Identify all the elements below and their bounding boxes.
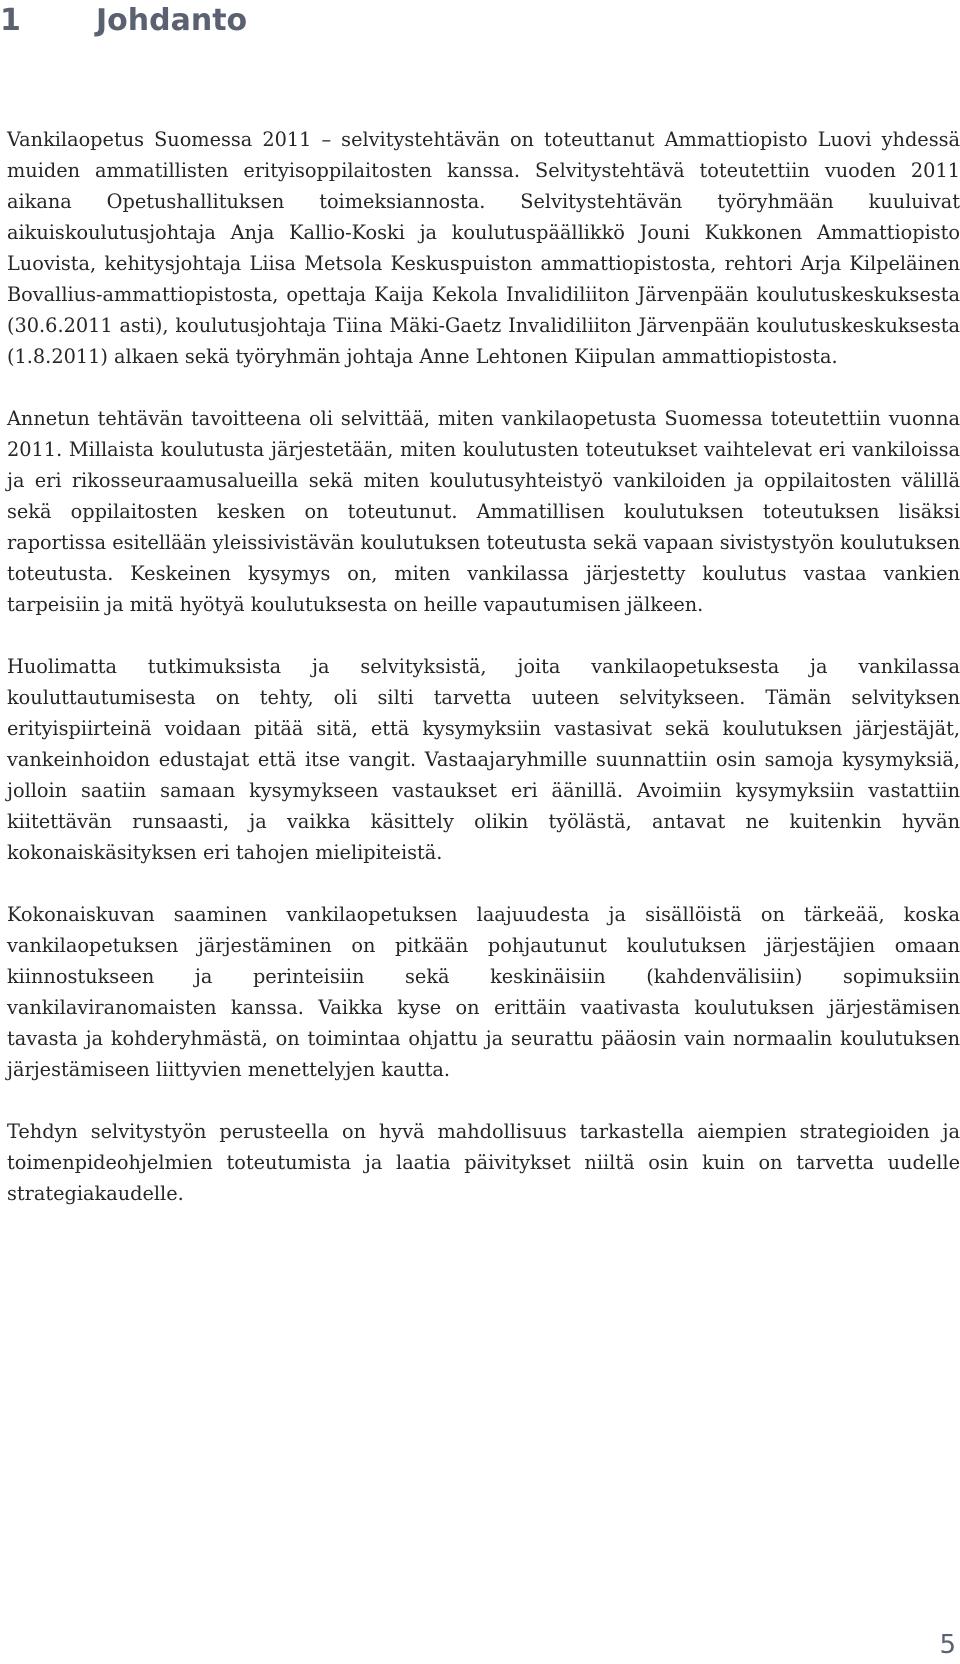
paragraph: Tehdyn selvitystyön perusteella on hyvä mahdollisuus tarkastella aiempien strategioiden ja toimenpideohjelmien toteutumista ja laatia päivitykset niiltä osin kuin on tarvetta uudelle strategiakaudelle. bbox=[7, 1120, 960, 1205]
paragraph: Annetun tehtävän tavoitteena oli selvittää, miten vankilaopetusta Suomessa toteutettiin vuonna 2011. Millaista koulutusta järjestetään, miten koulutusten toteutukset vaihtelevat eri vankiloissa ja eri rikosseuraamusalueilla sekä miten koulutusyhteistyö vankiloiden ja oppilaitosten välillä sekä oppilaitosten kesken on toteutunut. Ammatillisen koulutuksen toteutuksen lisäksi raportissa esitellään yleissivistävän koulutuksen toteutusta sekä vapaan sivistystyön koulutuksen toteutusta. Keskeinen kysymys on, miten vankilassa järjestetty koulutus vastaa vankien tarpeisiin ja mitä hyötyä koulutuksesta on heille vapautumisen jälkeen. bbox=[7, 407, 960, 616]
chapter-body bbox=[7, 124, 960, 1240]
chapter-number: 1 bbox=[0, 3, 21, 38]
chapter-title: Johdanto bbox=[96, 3, 248, 38]
chapter-heading bbox=[0, 0, 247, 42]
paragraph: Huolimatta tutkimuksista ja selvityksistä, joita vankilaopetuksesta ja vankilassa kouluttautumisesta on tehty, oli silti tarvetta uuteen selvitykseen. Tämän selvityksen erityispiirteinä voidaan pitää sitä, että kysymyksiin vastasivat sekä koulutuksen järjestäjät, vankeinhoidon edustajat että itse vangit. Vastaajaryhmille suunnattiin osin samoja kysymyksiä, jolloin saatiin samaan kysymykseen vastaukset eri äänillä. Avoimiin kysymyksiin vastattiin kiitettävän runsaasti, ja vaikka käsittely olikin työlästä, antavat ne kuitenkin hyvän kokonaiskäsityksen eri tahojen mielipiteistä. bbox=[7, 655, 960, 864]
paragraph: Kokonaiskuvan saaminen vankilaopetuksen laajuudesta ja sisällöistä on tärkeää, koska vankilaopetuksen järjestäminen on pitkään pohjautunut koulutuksen järjestäjien omaan kiinnostukseen ja perinteisiin sekä keskinäisiin (kahdenvälisiin) sopimuksiin vankilaviranomaisten kanssa. Vaikka kyse on erittäin vaativasta koulutuksen järjestämisen tavasta ja kohderyhmästä, on toimintaa ohjattu ja seurattu pääosin vain normaalin koulutuksen järjestämiseen liittyvien menettelyjen kautta. bbox=[7, 903, 960, 1081]
page-number: 5 bbox=[939, 1630, 956, 1660]
paragraph: Vankilaopetus Suomessa 2011 – selvitystehtävän on toteuttanut Ammattiopisto Luovi yhdessä muiden ammatillisten erityisoppilaitosten kanssa. Selvitystehtävä toteutettiin vuoden 2011 aikana Opetushallituksen toimeksiannosta. Selvitystehtävän työryhmään kuuluivat aikuiskoulutusjohtaja Anja Kallio-Koski ja koulutuspäällikkö Jouni Kukkonen Ammattiopisto Luovista, kehitysjohtaja Liisa Metsola Keskuspuiston ammattiopistosta, rehtori Arja Kilpeläinen Bovallius-ammattiopistosta, opettaja Kaija Kekola Invalidiliiton Järvenpään koulutuskeskuksesta (30.6.2011 asti), koulutusjohtaja Tiina Mäki-Gaetz Invalidiliiton Järvenpään koulutuskeskuksesta (1.8.2011) alkaen sekä työryhmän johtaja Anne Lehtonen Kiipulan ammattiopistosta. bbox=[7, 128, 960, 368]
